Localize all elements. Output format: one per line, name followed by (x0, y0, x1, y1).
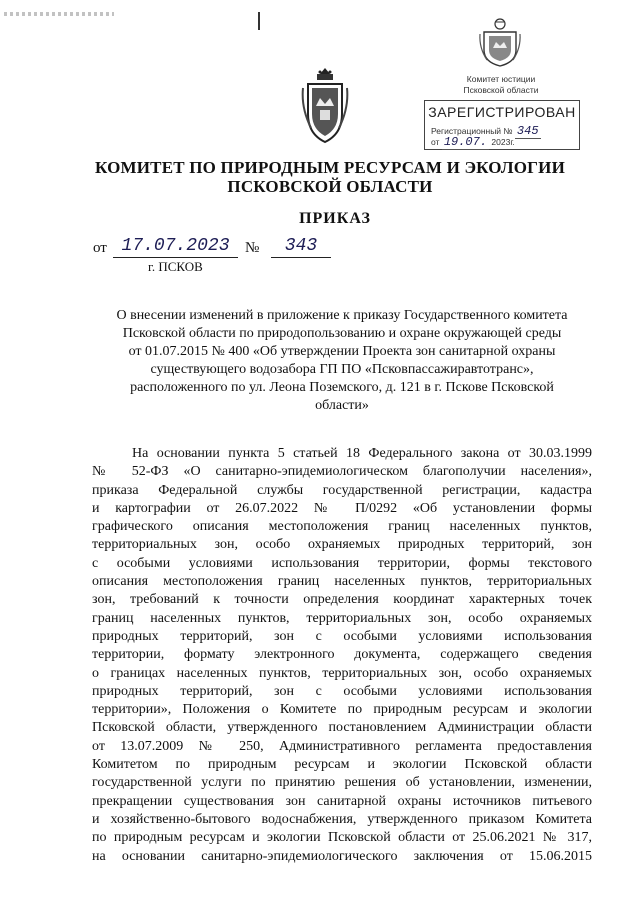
order-subject-title (92, 307, 592, 415)
stamp-registered-title: ЗАРЕГИСТРИРОВАН (428, 104, 576, 120)
body-line: территориальных зон, особо охраняемых природных территорий, зон (92, 537, 592, 553)
body-line: границ населенных пунктов, территориальных зон, особо охраняемых (92, 610, 592, 626)
order-date-number-line (93, 236, 493, 260)
organization-name-line2: ПСКОВСКОЙ ОБЛАСТИ (227, 177, 433, 196)
title-line: расположенного по ул. Леона Поземского, д. 121 в г. Пскове Псковской (130, 380, 554, 395)
body-line: и картографии от 26.07.2022 № П/0292 «Об установлении формы (92, 500, 592, 516)
body-line: природных территорий, зон с особыми условиями использования (92, 683, 592, 699)
scan-artifact (4, 12, 114, 16)
body-line: территории», Положения о Комитете по природным ресурсам и экологии (92, 702, 592, 718)
title-line: существующего водозабора ГП ПО «Псковпассажиравтотранс», (150, 362, 534, 377)
order-date-value: 17.07.2023 (113, 236, 238, 258)
order-date-label: от (93, 240, 107, 256)
coat-of-arms-icon (300, 66, 350, 146)
stamp-coat-of-arms-icon (478, 16, 522, 68)
body-line: зон, требований к точности определения координат характерных точек (92, 592, 592, 608)
body-line: территории, формату электронного документа, содержащего сведения (92, 647, 592, 663)
registration-stamp (420, 16, 582, 152)
body-line: на основании санитарно-эпидемиологического заключения от 15.06.2015 (92, 848, 592, 864)
document-type-title: ПРИКАЗ (299, 210, 371, 227)
body-line: и хозяйственно-бытового водоснабжения, утвержденного приказом Комитета (92, 811, 592, 827)
stamp-reg-num-label: Регистрационный № (431, 126, 513, 136)
body-line: государственной услуги по принятию решения об установлении, изменении, (92, 775, 592, 791)
scan-artifact-line (258, 12, 260, 30)
body-line: о границах населенных пунктов, территориальных зон, особо охраняемых (92, 665, 592, 681)
body-line: № 52-ФЗ «О санитарно-эпидемиологическом благополучии населения», (92, 464, 592, 480)
order-number-value: 343 (271, 236, 331, 258)
order-number-label: № (245, 240, 260, 256)
stamp-reg-date-value: 19.07. (443, 135, 488, 149)
body-line: графического описания местоположения границ населенных пунктов, (92, 519, 592, 535)
body-line: природных территорий, зон с особыми условиями использования (92, 628, 592, 644)
body-line: Псковской области, утвержденного постановлением Администрации области (92, 720, 592, 736)
stamp-reg-num-value: 345 (516, 124, 539, 138)
body-line: описания местоположения границ населенных пунктов, территориальных (92, 574, 592, 590)
stamp-registration-date (431, 135, 577, 149)
title-line: от 01.07.2015 № 400 «Об утверждении Проекта зон санитарной охраны (128, 344, 556, 359)
stamp-authority-line1: Комитет юстиции (466, 74, 536, 84)
body-line: прекращении существования зон санитарной охраны источников питьевого (92, 793, 592, 809)
stamp-reg-date-year: 2023г. (491, 137, 515, 147)
order-body-text (92, 445, 592, 866)
body-line: с особыми условиями использования территории, формы текстового (92, 555, 592, 571)
stamp-reg-date-label: от (431, 137, 440, 147)
title-line: О внесении изменений в приложение к приказу Государственного комитета (116, 308, 568, 323)
order-city: г. ПСКОВ (148, 259, 203, 274)
stamp-authority-line2: Псковской области (463, 85, 539, 95)
body-line: по природным ресурсам и экологии Псковской области от 25.06.2021 № 317, (92, 830, 592, 846)
organization-name-line1: КОМИТЕТ ПО ПРИРОДНЫМ РЕСУРСАМ И ЭКОЛОГИИ (94, 158, 566, 177)
title-line: области» (315, 398, 369, 413)
title-line: Псковской области по природопользованию и охране окружающей среды (122, 326, 562, 341)
body-line: Комитетом по природным ресурсам и экологии Псковской области (92, 757, 592, 773)
body-line: приказа Федеральной службы государственной регистрации, кадастра (92, 482, 592, 498)
stamp-frame (424, 100, 580, 150)
body-line: от 13.07.2009 № 250, Административного регламента предоставления (92, 738, 592, 754)
body-line: На основании пункта 5 статьей 18 Федерального закона от 30.03.1999 (132, 446, 592, 461)
